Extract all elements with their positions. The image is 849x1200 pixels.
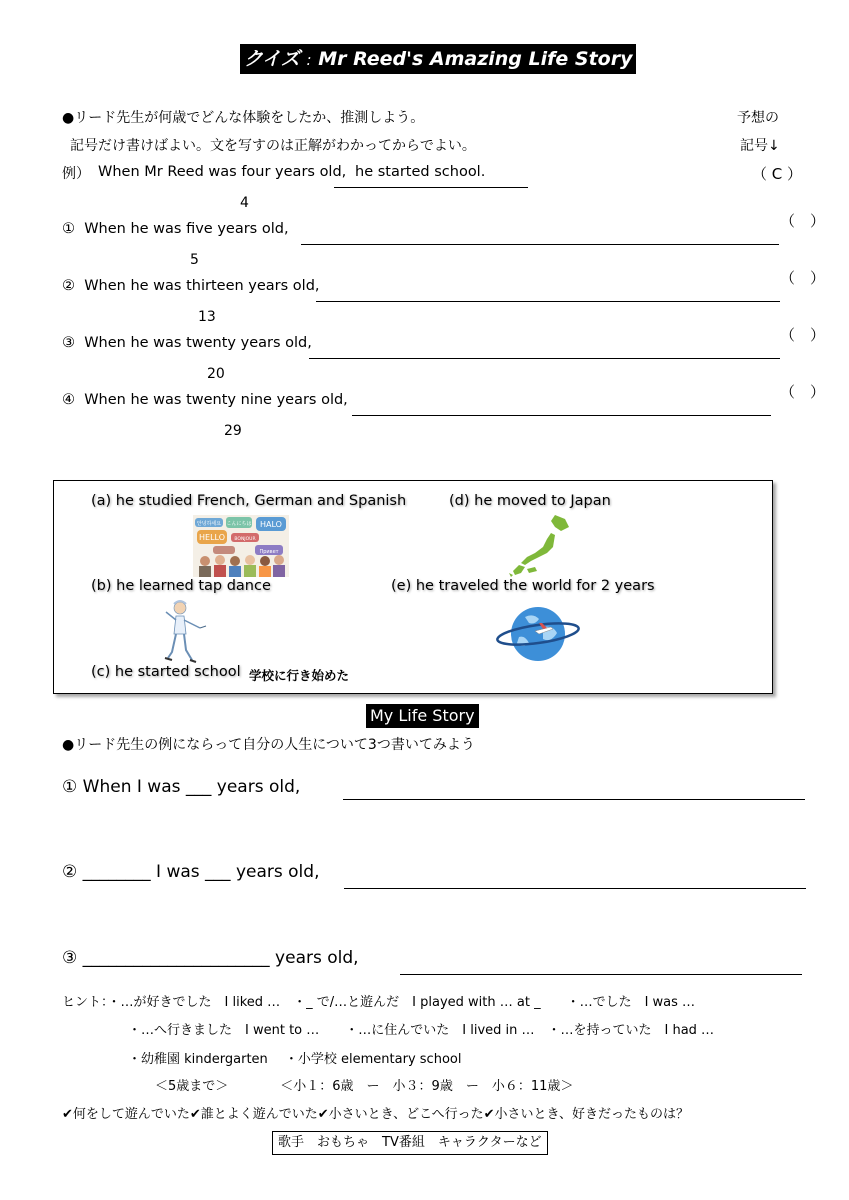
my-story-line-2[interactable] bbox=[344, 888, 806, 889]
option-c-japanese: 学校に行き始めた bbox=[249, 668, 350, 683]
answer-line-3[interactable] bbox=[309, 358, 780, 359]
question-1-age: 5 bbox=[190, 252, 199, 268]
hello-word-0: HELLO bbox=[199, 533, 225, 542]
hint-row-3: ・幼稚園 kindergarten ・小学校 elementary school bbox=[128, 1052, 462, 1067]
guess-label-2: 記号↓ bbox=[740, 138, 780, 154]
question-1: ① When he was five years old, bbox=[62, 221, 289, 237]
hello-word-3: こんにちは bbox=[226, 521, 252, 527]
my-story-item-2: ② ________ I was ___ years old, bbox=[62, 862, 320, 882]
title-text: Mr Reed's Amazing Life Story bbox=[318, 48, 633, 70]
example-answer: he started school. bbox=[355, 164, 486, 180]
globe-airplane-image bbox=[495, 603, 581, 663]
japan-map-image bbox=[505, 513, 575, 579]
speech-bubble-7 bbox=[213, 546, 235, 554]
example-prefix: 例） bbox=[62, 166, 90, 182]
example-sentence: When Mr Reed was four years old, bbox=[98, 164, 347, 180]
my-story-line-1[interactable] bbox=[343, 799, 805, 800]
hint-row-4: ＜5歳まで＞ ＜小１：6歳 ー 小３：9歳 ー 小６：11歳＞ bbox=[155, 1079, 574, 1094]
instruction-line-1: ●リード先生が何歳でどんな体験をしたか、推測しよう。 bbox=[62, 110, 425, 126]
option-c: (c) he started school bbox=[91, 664, 241, 680]
option-b: (b) he learned tap dance bbox=[91, 578, 271, 594]
answer-paren-1[interactable]: （ ） bbox=[780, 212, 826, 230]
question-4-age: 29 bbox=[224, 423, 242, 439]
my-story-line-3[interactable] bbox=[400, 974, 802, 975]
hint-row-1: ヒント：・…が好きでした I liked … ・_ で/…と遊んだ I played with … at _ ・…でした I was … bbox=[62, 995, 696, 1010]
my-story-instruction: ●リード先生の例にならって自分の人生について3つ書いてみよう bbox=[62, 737, 475, 753]
option-a: (a) he studied French, German and Spanish bbox=[91, 493, 407, 509]
answer-paren-2[interactable]: （ ） bbox=[780, 269, 826, 287]
guess-label-1: 予想の bbox=[737, 110, 779, 126]
answer-paren-4[interactable]: （ ） bbox=[780, 383, 826, 401]
question-4: ④ When he was twenty nine years old, bbox=[62, 392, 348, 408]
hint-examples-box: 歌手 おもちゃ TV番組 キャラクターなど bbox=[272, 1131, 548, 1155]
instruction-line-2: 記号だけ書けばよい。文を写すのは正解がわかってからでよい。 bbox=[70, 138, 476, 154]
hello-word-2: Привет bbox=[259, 549, 279, 555]
my-life-story-title: My Life Story bbox=[366, 704, 479, 728]
example-age: 4 bbox=[240, 195, 249, 211]
example-answer-line bbox=[334, 187, 528, 188]
example-symbol: （ C ） bbox=[752, 165, 803, 183]
option-d: (d) he moved to Japan bbox=[449, 493, 611, 509]
hello-word-1: HALO bbox=[260, 520, 282, 529]
tap-dancer-image bbox=[160, 600, 210, 664]
my-story-item-3: ③ ______________________ years old, bbox=[62, 948, 359, 968]
hello-languages-image bbox=[193, 515, 289, 577]
option-e: (e) he traveled the world for 2 years bbox=[391, 578, 655, 594]
answer-paren-3[interactable]: （ ） bbox=[780, 326, 826, 344]
question-2: ② When he was thirteen years old, bbox=[62, 278, 320, 294]
answer-line-4[interactable] bbox=[352, 415, 771, 416]
answer-line-1[interactable] bbox=[301, 244, 779, 245]
hello-word-5: 안녕하세요 bbox=[196, 521, 222, 527]
hint-row-5: ✔何をして遊んでいた✔誰とよく遊んでいた✔小さいとき、どこへ行った✔小さいとき、好きだったものは？ bbox=[62, 1107, 690, 1122]
hint-row-2: ・…へ行きました I went to … ・…に住んでいた I lived in … ・…を持っていた I had … bbox=[128, 1023, 715, 1038]
page-title bbox=[240, 44, 636, 74]
hello-word-4: BONJOUR bbox=[234, 537, 256, 542]
quiz-label: クイズ bbox=[244, 48, 300, 70]
title-separator: : bbox=[306, 51, 312, 69]
question-3: ③ When he was twenty years old, bbox=[62, 335, 312, 351]
answer-line-2[interactable] bbox=[316, 301, 780, 302]
my-story-item-1: ① When I was ___ years old, bbox=[62, 777, 301, 797]
question-3-age: 20 bbox=[207, 366, 225, 382]
question-2-age: 13 bbox=[198, 309, 216, 325]
